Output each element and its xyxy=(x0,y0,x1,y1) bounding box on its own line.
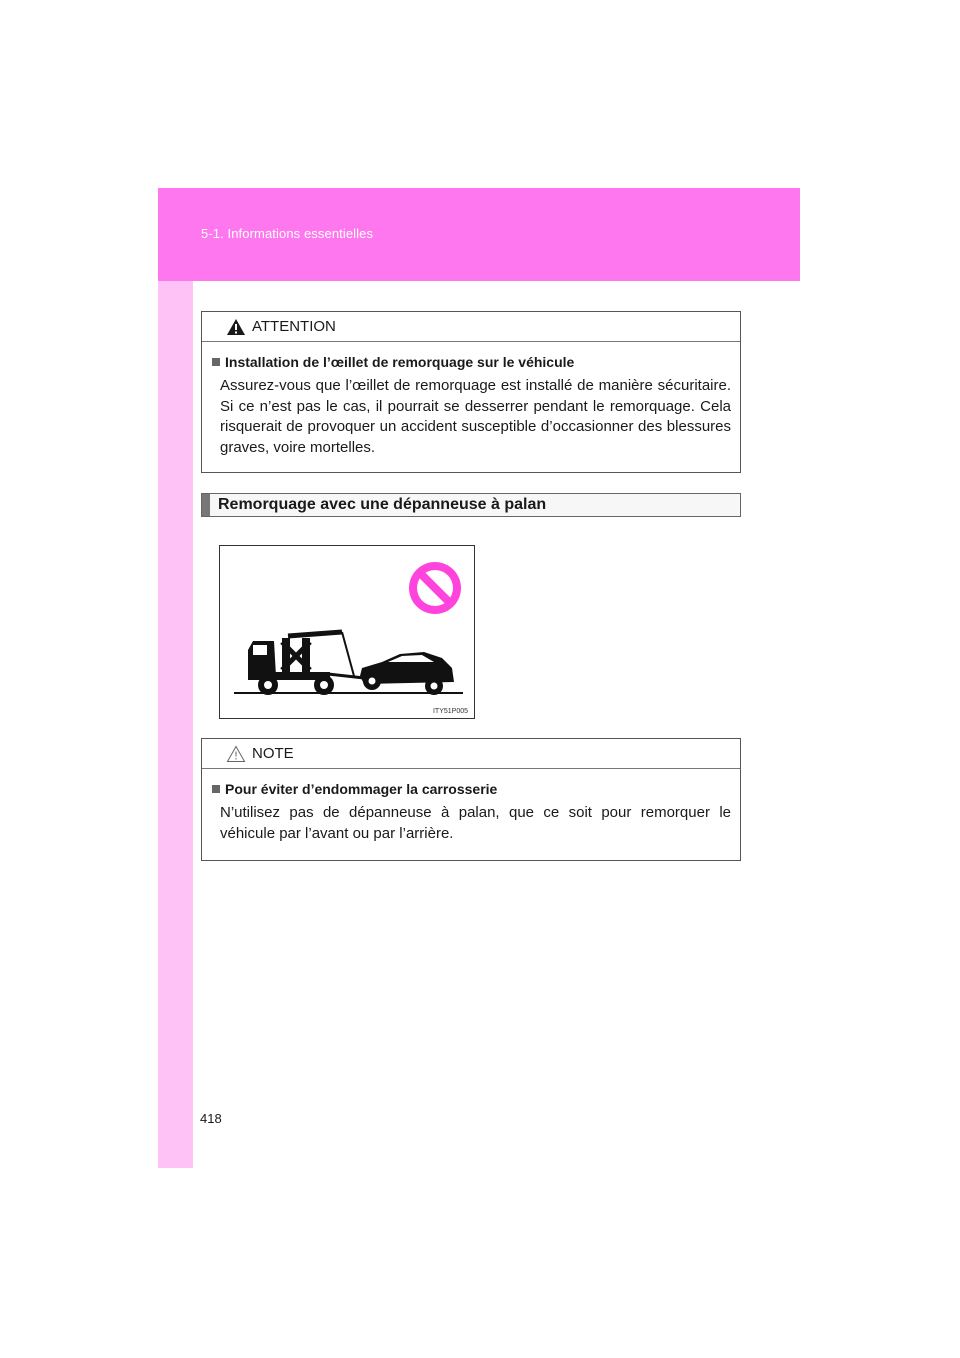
tow-truck-icon xyxy=(248,632,364,695)
tow-illustration xyxy=(219,545,475,719)
page-number: 418 xyxy=(200,1111,222,1126)
figure-code: ITY51P005 xyxy=(432,708,468,715)
section-accent xyxy=(202,494,210,516)
attention-title: ATTENTION xyxy=(252,318,336,335)
prohibition-icon xyxy=(409,562,461,614)
note-body: N’utilisez pas de dépanneuse à palan, que ce soit pour remorquer le véhicule par l’avant ou par l’arrière. xyxy=(220,804,731,842)
note-title: NOTE xyxy=(252,745,294,762)
side-strip xyxy=(158,281,193,1168)
note-heading-text: Pour éviter d’endommager la carrosserie xyxy=(225,781,498,797)
caution-triangle-outline-icon xyxy=(226,745,246,763)
section-title-bar xyxy=(201,493,741,517)
attention-heading-text: Installation de l’œillet de remorquage sur le véhicule xyxy=(225,354,575,370)
attention-box xyxy=(201,311,741,473)
attention-header xyxy=(202,312,740,342)
hoist-tow-truck-illustration xyxy=(220,546,476,720)
section-label: 5-1. Informations essentielles xyxy=(201,226,374,241)
bullet-square-icon xyxy=(212,785,220,793)
car-icon xyxy=(360,652,454,695)
section-title: Remorquage avec une dépanneuse à palan xyxy=(218,496,547,513)
attention-heading xyxy=(212,354,740,370)
note-header xyxy=(202,739,740,769)
note-heading xyxy=(212,781,740,797)
attention-body: Assurez-vous que l’œillet de remorquage est installé de manière sécuritaire. Si ce n’est pas le cas, il pourrait se desserrer pendant le remorquage. Cela risquerait de provoquer un accident susceptible d’occasionner des blessures graves, voire mortelles. xyxy=(220,377,731,456)
bullet-square-icon xyxy=(212,358,220,366)
warning-triangle-icon xyxy=(226,318,246,336)
note-box xyxy=(201,738,741,861)
